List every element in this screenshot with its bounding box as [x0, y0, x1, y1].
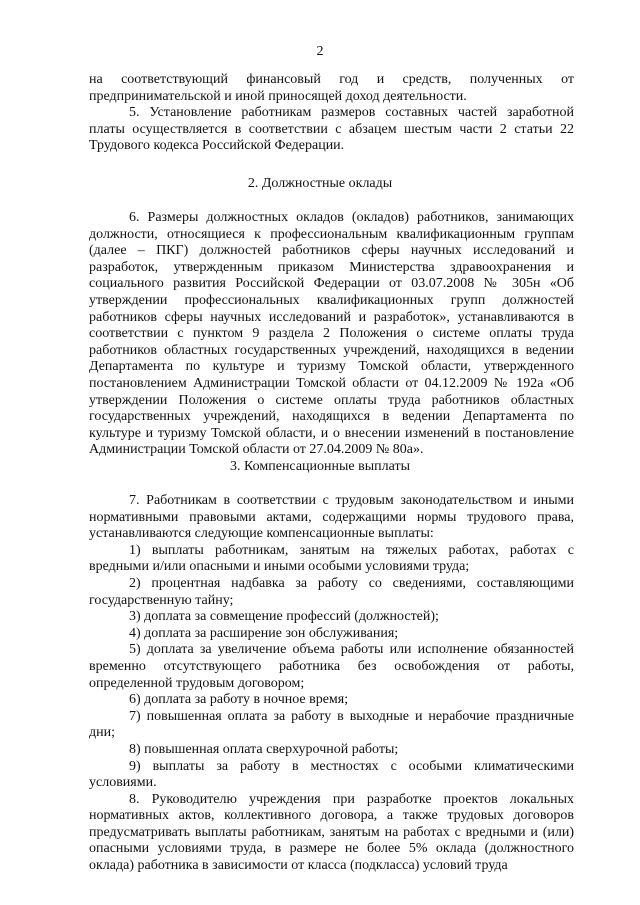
section-2-body: [89, 210, 574, 459]
page-number: 2: [316, 44, 324, 59]
section-2-heading: 2. Должностные оклады: [247, 176, 393, 191]
paragraph-6: 6. Размеры должностных окладов (окладов) работников, занимающих должности, относящиеся к профессиональным квалификационным группам (далее – ПКГ) должностей работников сферы научных исследований и разработок, утвержденным приказом Министерства здравоохранения и социального развития Российской Федерации от 03.07.2008 № 305н «Об утверждении профессиональных квалификационных групп должностей работников сферы научных исследований и разработок», устанавливаются в соответствии с пунктом 9 раздела 2 Положения о системе оплаты труда работников областных государственных учреждений, находящихся в ведении Департамента по культуре и туризму Томской области, утвержденного постановлением Администрации Томской области от 04.12.2009 № 192а «Об утверждении Положения о системе оплаты труда работников областных государственных учреждений, находящихся в ведении Департамента по культуре и туризму Томской области, и о внесении изменений в постановление Администрации Томской области от 27.04.2009 № 80а».: [89, 210, 574, 458]
intro-continuation: на соответствующий финансовый год и средств, полученных от предпринимательской и иной приносящей доход деятельности.: [89, 72, 574, 104]
list-item: 7) повышенная оплата за работу в выходные и нерабочие праздничные дни;: [89, 708, 574, 741]
section-3-body: [89, 493, 574, 875]
list-item: 8) повышенная оплата сверхурочной работы;: [129, 741, 399, 757]
list-item: 1) выплаты работникам, занятым на тяжелых работах, работах с вредными и/или опасными и иными особыми условиями труда;: [89, 542, 574, 575]
paragraph-7: 7. Работникам в соответствии с трудовым законодательством и иными нормативными правовыми актами, содержащими нормы трудового права, устанавливаются следующие компенсационные выплаты:: [89, 493, 574, 542]
list-item: 4) доплата за расширение зон обслуживания;: [129, 625, 399, 641]
compensation-list: [89, 543, 574, 792]
list-item: 5) доплата за увеличение объема работы или исполнение обязанностей временно отсутствующего работника без освобождения от работы, определенной трудовым договором;: [89, 642, 574, 691]
paragraph-8: 8. Руководителю учреждения при разработке проектов локальных нормативных актов, коллективного договора, а также трудовых договоров предусматривать выплаты работникам, занятым на работах с вредными и (или) опасными условиями труда, в размере не более 5% оклада (должностного оклада) работника в зависимости от класса (подкласса) условий труда: [89, 791, 574, 874]
paragraph-5: 5. Установление работникам размеров составных частей заработной платы осуществляется в соответствии с абзацем шестым части 2 статьи 22 Трудового кодекса Российской Федерации.: [89, 105, 574, 154]
section-3-heading: 3. Компенсационные выплаты: [230, 459, 410, 474]
list-item: 3) доплата за совмещение профессий (должностей);: [129, 609, 439, 625]
list-item: 9) выплаты за работу в местностях с особыми климатическими условиями.: [89, 758, 574, 791]
list-item: 2) процентная надбавка за работу со сведениями, составляющими государственную тайну;: [89, 575, 574, 608]
intro-block: [89, 72, 574, 155]
list-item: 6) доплата за работу в ночное время;: [129, 692, 349, 708]
